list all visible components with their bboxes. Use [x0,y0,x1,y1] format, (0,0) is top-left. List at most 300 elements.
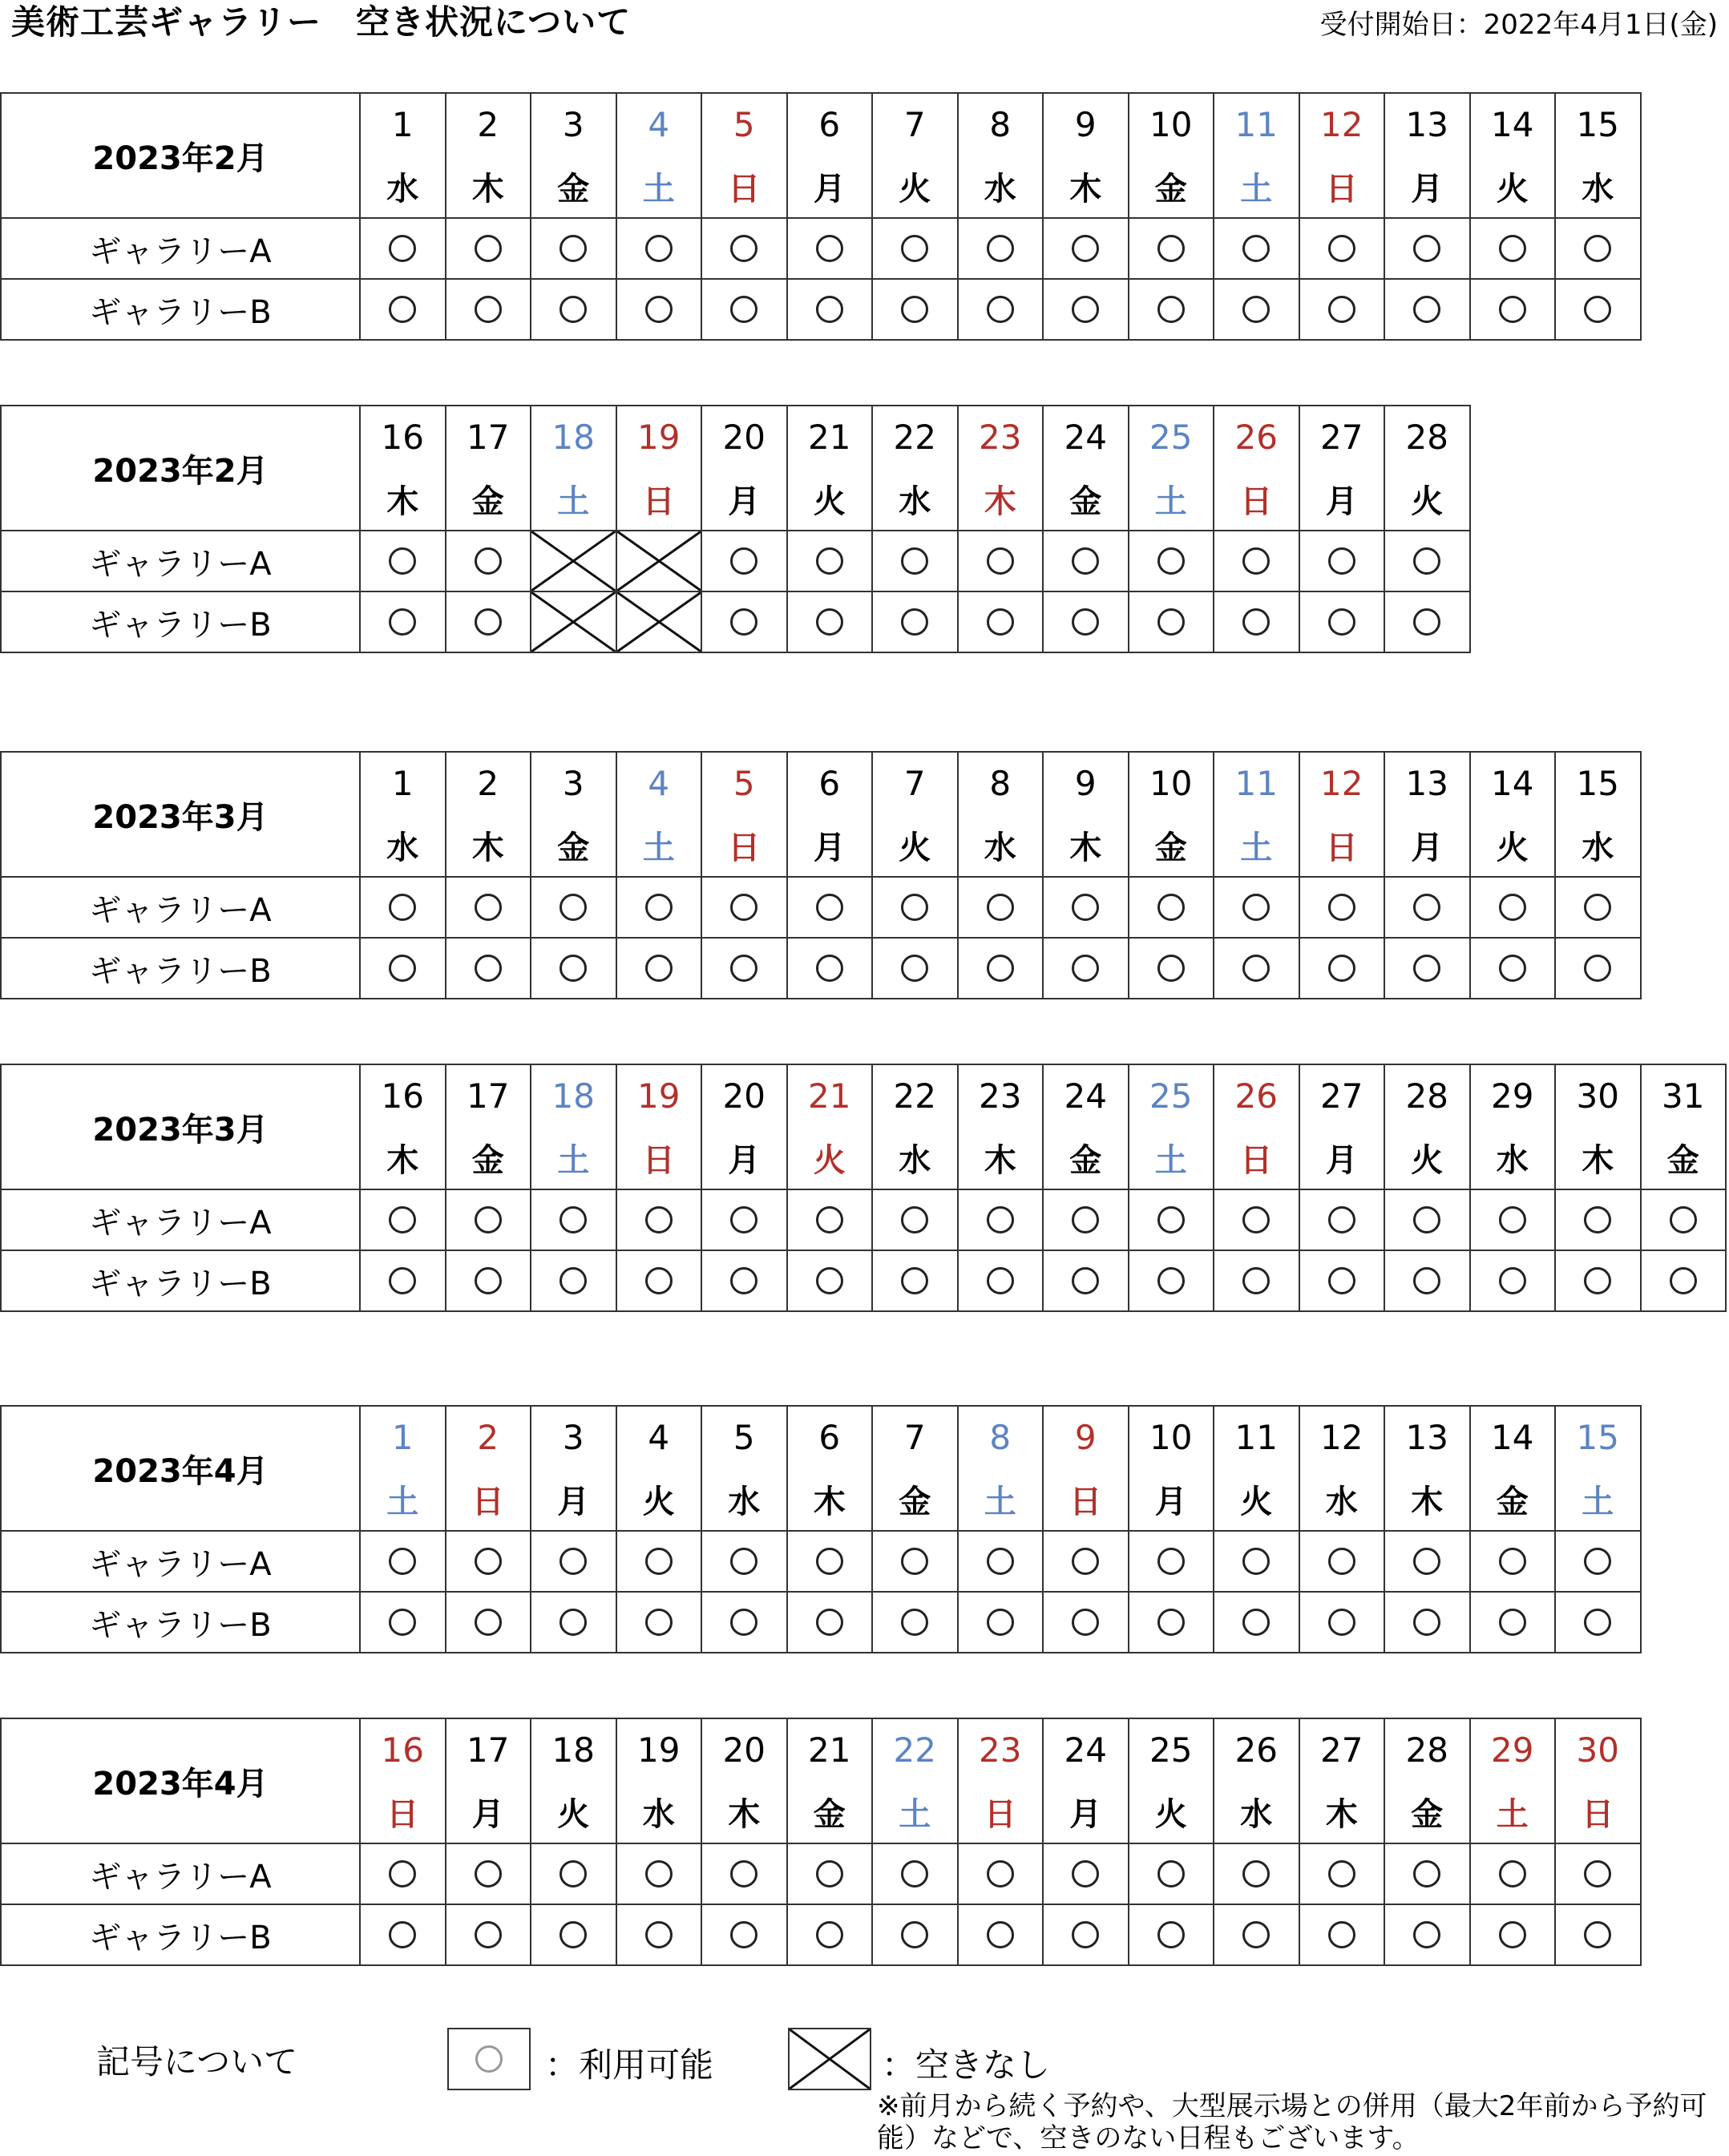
circle-icon [1242,1267,1270,1294]
circle-icon [1584,955,1611,982]
circle-icon [1413,1267,1440,1294]
weekday: 日 [1043,1468,1129,1531]
available-cell [958,591,1044,652]
available-cell [360,1531,446,1592]
gallery-row [1,1189,1726,1250]
available-cell [1129,279,1214,340]
day-number: 28 [1384,406,1470,468]
weekday: 土 [1129,468,1214,531]
gallery-name: ギャラリーB [1,1904,360,1965]
circle-icon [1584,1609,1611,1636]
month-label: 2023年2月 [1,406,360,531]
available-cell [958,218,1044,279]
available-label: ：利用可能 [545,2045,714,2085]
circle-icon [730,894,757,921]
available-cell [1043,218,1129,279]
available-cell [787,531,873,591]
weekday: 金 [787,1781,873,1843]
circle-icon [1584,1860,1611,1888]
circle-icon [1157,1267,1185,1294]
available-cell [1384,1904,1470,1965]
circle-icon [389,235,416,262]
available-cell [872,1904,958,1965]
weekday: 金 [1641,1127,1727,1189]
available-cell [446,1843,531,1904]
available-cell [1129,218,1214,279]
gallery-name: ギャラリーA [1,531,360,591]
day-number: 23 [958,1718,1044,1781]
circle-icon [1242,547,1270,575]
available-cell [958,1250,1044,1311]
weekday: 日 [701,155,787,218]
available-cell [531,1250,616,1311]
circle-icon [1157,1548,1185,1575]
month-table [0,1718,1642,1966]
circle-icon [1157,894,1185,921]
circle-icon [389,1860,416,1888]
weekday: 土 [1214,155,1299,218]
circle-icon [1242,1860,1270,1888]
gallery-name: ギャラリーA [1,877,360,938]
available-cell [701,938,787,999]
weekday: 月 [1384,155,1470,218]
weekday: 水 [1470,1127,1556,1189]
available-cell [1555,877,1641,938]
day-number: 1 [360,752,446,814]
gallery-name: ギャラリーA [1,1189,360,1250]
day-number: 25 [1129,1064,1214,1127]
weekday: 火 [787,1127,873,1189]
day-number: 30 [1555,1718,1641,1781]
circle-icon [1072,1548,1099,1575]
weekday: 水 [360,155,446,218]
weekday: 月 [1129,1468,1214,1531]
available-cell [1555,1189,1641,1250]
weekday: 火 [872,814,958,877]
month-table [0,92,1642,341]
available-cell [958,1531,1044,1592]
available-cell [616,1250,702,1311]
circle-icon [987,1860,1014,1888]
day-number: 18 [531,1718,616,1781]
day-number: 15 [1555,752,1641,814]
weekday: 水 [872,468,958,531]
available-cell [446,1250,531,1311]
circle-icon [389,608,416,636]
circle-icon [901,1609,928,1636]
weekday: 月 [1299,1127,1385,1189]
day-number: 13 [1384,1406,1470,1468]
available-cell [1299,1904,1385,1965]
gallery-row [1,1250,1726,1311]
circle-icon [816,547,843,575]
circle-icon [730,1921,757,1948]
circle-icon [1328,235,1355,262]
day-number: 5 [701,752,787,814]
available-cell [872,1843,958,1904]
gallery-row [1,279,1641,340]
available-cell [701,218,787,279]
available-cell [616,279,702,340]
circle-icon [816,1860,843,1888]
circle-icon [816,1267,843,1294]
circle-icon [1242,235,1270,262]
available-cell [1214,1592,1299,1653]
circle-icon [1328,894,1355,921]
circle-icon [475,894,502,921]
circle-icon [730,1609,757,1636]
available-cell [1043,1189,1129,1250]
available-cell [531,1843,616,1904]
circle-icon [987,1921,1014,1948]
day-number: 22 [872,406,958,468]
circle-icon [1072,547,1099,575]
available-cell [787,877,873,938]
calendar-table [0,92,1642,341]
circle-icon [816,894,843,921]
available-cell [1129,1250,1214,1311]
weekday: 木 [958,1127,1044,1189]
circle-icon [816,296,843,323]
circle-icon [730,1548,757,1575]
day-number: 7 [872,752,958,814]
circle-icon [389,1548,416,1575]
circle-icon [1157,235,1185,262]
available-cell [1214,531,1299,591]
circle-icon [1413,894,1440,921]
available-cell [1129,1189,1214,1250]
available-cell [1214,1843,1299,1904]
weekday: 土 [1214,814,1299,877]
available-cell [531,1592,616,1653]
available-cell [360,531,446,591]
circle-icon [1242,955,1270,982]
available-cell [1470,1189,1556,1250]
available-cell [1043,279,1129,340]
day-number: 20 [701,406,787,468]
available-cell [446,279,531,340]
circle-icon [1584,1206,1611,1233]
weekday: 日 [1214,1127,1299,1189]
circle-icon [1413,1548,1440,1575]
weekday: 金 [872,1468,958,1531]
available-cell [872,218,958,279]
available-cell [1555,279,1641,340]
available-cell [701,531,787,591]
circle-icon [1413,547,1440,575]
day-number: 16 [360,406,446,468]
circle-icon [901,547,928,575]
weekday: 木 [360,468,446,531]
day-number: 6 [787,752,873,814]
circle-icon [1242,1921,1270,1948]
available-cell [1214,1189,1299,1250]
available-cell [1214,1531,1299,1592]
available-cell [872,1189,958,1250]
weekday: 火 [1129,1781,1214,1843]
available-cell [1384,591,1470,652]
circle-icon [901,296,928,323]
circle-icon [987,296,1014,323]
weekday: 金 [1043,468,1129,531]
gallery-name: ギャラリーB [1,1250,360,1311]
circle-icon [1499,296,1526,323]
day-number: 10 [1129,93,1214,155]
available-cell [360,1592,446,1653]
day-number: 23 [958,1064,1044,1127]
circle-icon [901,955,928,982]
available-cell [872,1250,958,1311]
available-cell [1384,1843,1470,1904]
available-cell [1555,1592,1641,1653]
day-number: 14 [1470,93,1556,155]
circle-icon [475,1548,502,1575]
available-cell [1214,218,1299,279]
day-number: 2 [446,1406,531,1468]
day-number: 12 [1299,93,1385,155]
weekday: 日 [701,814,787,877]
weekday: 月 [701,468,787,531]
weekday: 日 [360,1781,446,1843]
circle-icon [901,894,928,921]
day-number: 26 [1214,1718,1299,1781]
circle-icon [475,1921,502,1948]
circle-icon [1328,608,1355,636]
circle-icon [1584,894,1611,921]
available-cell [1470,1250,1556,1311]
day-number: 31 [1641,1064,1727,1127]
available-cell [446,591,531,652]
month-label: 2023年2月 [1,93,360,218]
available-cell [1214,1250,1299,1311]
available-cell [1043,1250,1129,1311]
weekday: 水 [701,1468,787,1531]
weekday: 月 [531,1468,616,1531]
day-number: 4 [616,1406,702,1468]
available-cell [787,1843,873,1904]
available-cell [616,1843,702,1904]
weekday: 土 [531,468,616,531]
available-cell [1299,1592,1385,1653]
circle-icon [1242,894,1270,921]
weekday: 火 [872,155,958,218]
available-cell [872,279,958,340]
weekday: 火 [1470,155,1556,218]
circle-icon [1499,955,1526,982]
circle-icon [1072,235,1099,262]
circle-icon [1584,1267,1611,1294]
available-cell [701,877,787,938]
circle-icon [389,1921,416,1948]
footnote: ※前月から続く予約や、大型展示場との併用（最大2年前から予約可能）などで、空きのない日程もございます。 [877,2090,1707,2154]
available-cell [1555,1531,1641,1592]
available-cell [787,218,873,279]
day-number: 10 [1129,752,1214,814]
circle-icon [645,1921,673,1948]
weekday: 土 [958,1468,1044,1531]
circle-icon [1157,955,1185,982]
circle-icon [1242,1206,1270,1233]
available-cell [1214,877,1299,938]
weekday: 水 [360,814,446,877]
calendar-table [0,405,1471,653]
circle-icon [560,955,587,982]
weekday: 日 [1555,1781,1641,1843]
available-cell [1043,1531,1129,1592]
weekday: 水 [872,1127,958,1189]
circle-icon [1670,1267,1697,1294]
available-cell [360,877,446,938]
circle-icon [901,1206,928,1233]
weekday: 火 [1384,468,1470,531]
circle-icon [987,894,1014,921]
circle-icon [645,1548,673,1575]
weekday: 火 [616,1468,702,1531]
month-label: 2023年4月 [1,1718,360,1843]
circle-icon [1499,1206,1526,1233]
available-cell [1299,1531,1385,1592]
available-cell [1129,1843,1214,1904]
day-number: 22 [872,1064,958,1127]
available-cell [958,1843,1044,1904]
circle-icon [1328,1206,1355,1233]
available-symbol [447,2028,531,2090]
calendar-table [0,1064,1727,1312]
available-cell [1555,1904,1641,1965]
available-cell [446,1904,531,1965]
circle-icon [1328,1860,1355,1888]
circle-icon [560,1206,587,1233]
circle-icon [1413,1609,1440,1636]
circle-icon [389,547,416,575]
available-cell [958,279,1044,340]
circle-icon [1072,955,1099,982]
day-number: 6 [787,93,873,155]
circle-icon [1242,608,1270,636]
unavailable-cell [616,591,702,652]
circle-icon [816,608,843,636]
circle-icon [1499,1267,1526,1294]
circle-icon [560,1548,587,1575]
available-cell [872,1592,958,1653]
available-cell [1470,279,1556,340]
available-cell [616,1189,702,1250]
weekday: 日 [1214,468,1299,531]
available-cell [1299,877,1385,938]
circle-icon [1328,1267,1355,1294]
circle-icon [1328,1548,1355,1575]
circle-icon [389,1206,416,1233]
circle-icon [730,547,757,575]
available-cell [360,1904,446,1965]
circle-icon [1072,608,1099,636]
circle-icon [645,894,673,921]
weekday: 木 [701,1781,787,1843]
circle-icon [475,955,502,982]
weekday: 日 [1299,155,1385,218]
day-number: 28 [1384,1064,1470,1127]
day-number: 8 [958,752,1044,814]
day-number: 18 [531,406,616,468]
day-number: 21 [787,406,873,468]
day-number: 6 [787,1406,873,1468]
available-cell [787,938,873,999]
circle-icon [1499,1609,1526,1636]
gallery-name: ギャラリーB [1,591,360,652]
available-cell [701,279,787,340]
day-number: 19 [616,1718,702,1781]
available-cell [958,1592,1044,1653]
circle-icon [475,1860,502,1888]
available-cell [787,1592,873,1653]
day-number: 11 [1214,1406,1299,1468]
circle-icon [987,1267,1014,1294]
page-title: 美術工芸ギャラリー 空き状況について [11,2,632,42]
day-number: 17 [446,406,531,468]
circle-icon [1072,296,1099,323]
circle-icon [1584,296,1611,323]
available-cell [872,591,958,652]
weekday: 月 [446,1781,531,1843]
gallery-row [1,1592,1641,1653]
day-number: 27 [1299,406,1385,468]
available-cell [531,1531,616,1592]
day-number: 8 [958,93,1044,155]
day-number: 7 [872,93,958,155]
available-cell [616,938,702,999]
available-cell [1299,1843,1385,1904]
available-cell [616,1531,702,1592]
day-number: 8 [958,1406,1044,1468]
circle-icon [1157,547,1185,575]
circle-icon [987,1206,1014,1233]
circle-icon [475,608,502,636]
day-number: 12 [1299,1406,1385,1468]
available-cell [701,1904,787,1965]
day-number: 24 [1043,1718,1129,1781]
day-number: 11 [1214,752,1299,814]
day-number: 22 [872,1718,958,1781]
weekday: 火 [531,1781,616,1843]
circle-icon [1584,235,1611,262]
circle-icon [1157,296,1185,323]
available-cell [872,877,958,938]
circle-icon [816,1548,843,1575]
day-number: 12 [1299,752,1385,814]
circle-icon [1413,1206,1440,1233]
day-number: 9 [1043,93,1129,155]
circle-icon [560,1860,587,1888]
available-cell [701,1250,787,1311]
weekday: 木 [958,468,1044,531]
gallery-row [1,877,1641,938]
circle-icon [1670,1206,1697,1233]
day-number: 25 [1129,406,1214,468]
available-cell [446,938,531,999]
circle-icon [645,1860,673,1888]
circle-icon [1413,1860,1440,1888]
available-cell [1129,877,1214,938]
weekday: 土 [1470,1781,1556,1843]
weekday: 日 [616,1127,702,1189]
available-cell [531,877,616,938]
month-label: 2023年3月 [1,1064,360,1189]
day-number: 30 [1555,1064,1641,1127]
weekday: 水 [1555,814,1641,877]
unavailable-cell [531,531,616,591]
circle-icon [389,1267,416,1294]
available-cell [1129,531,1214,591]
